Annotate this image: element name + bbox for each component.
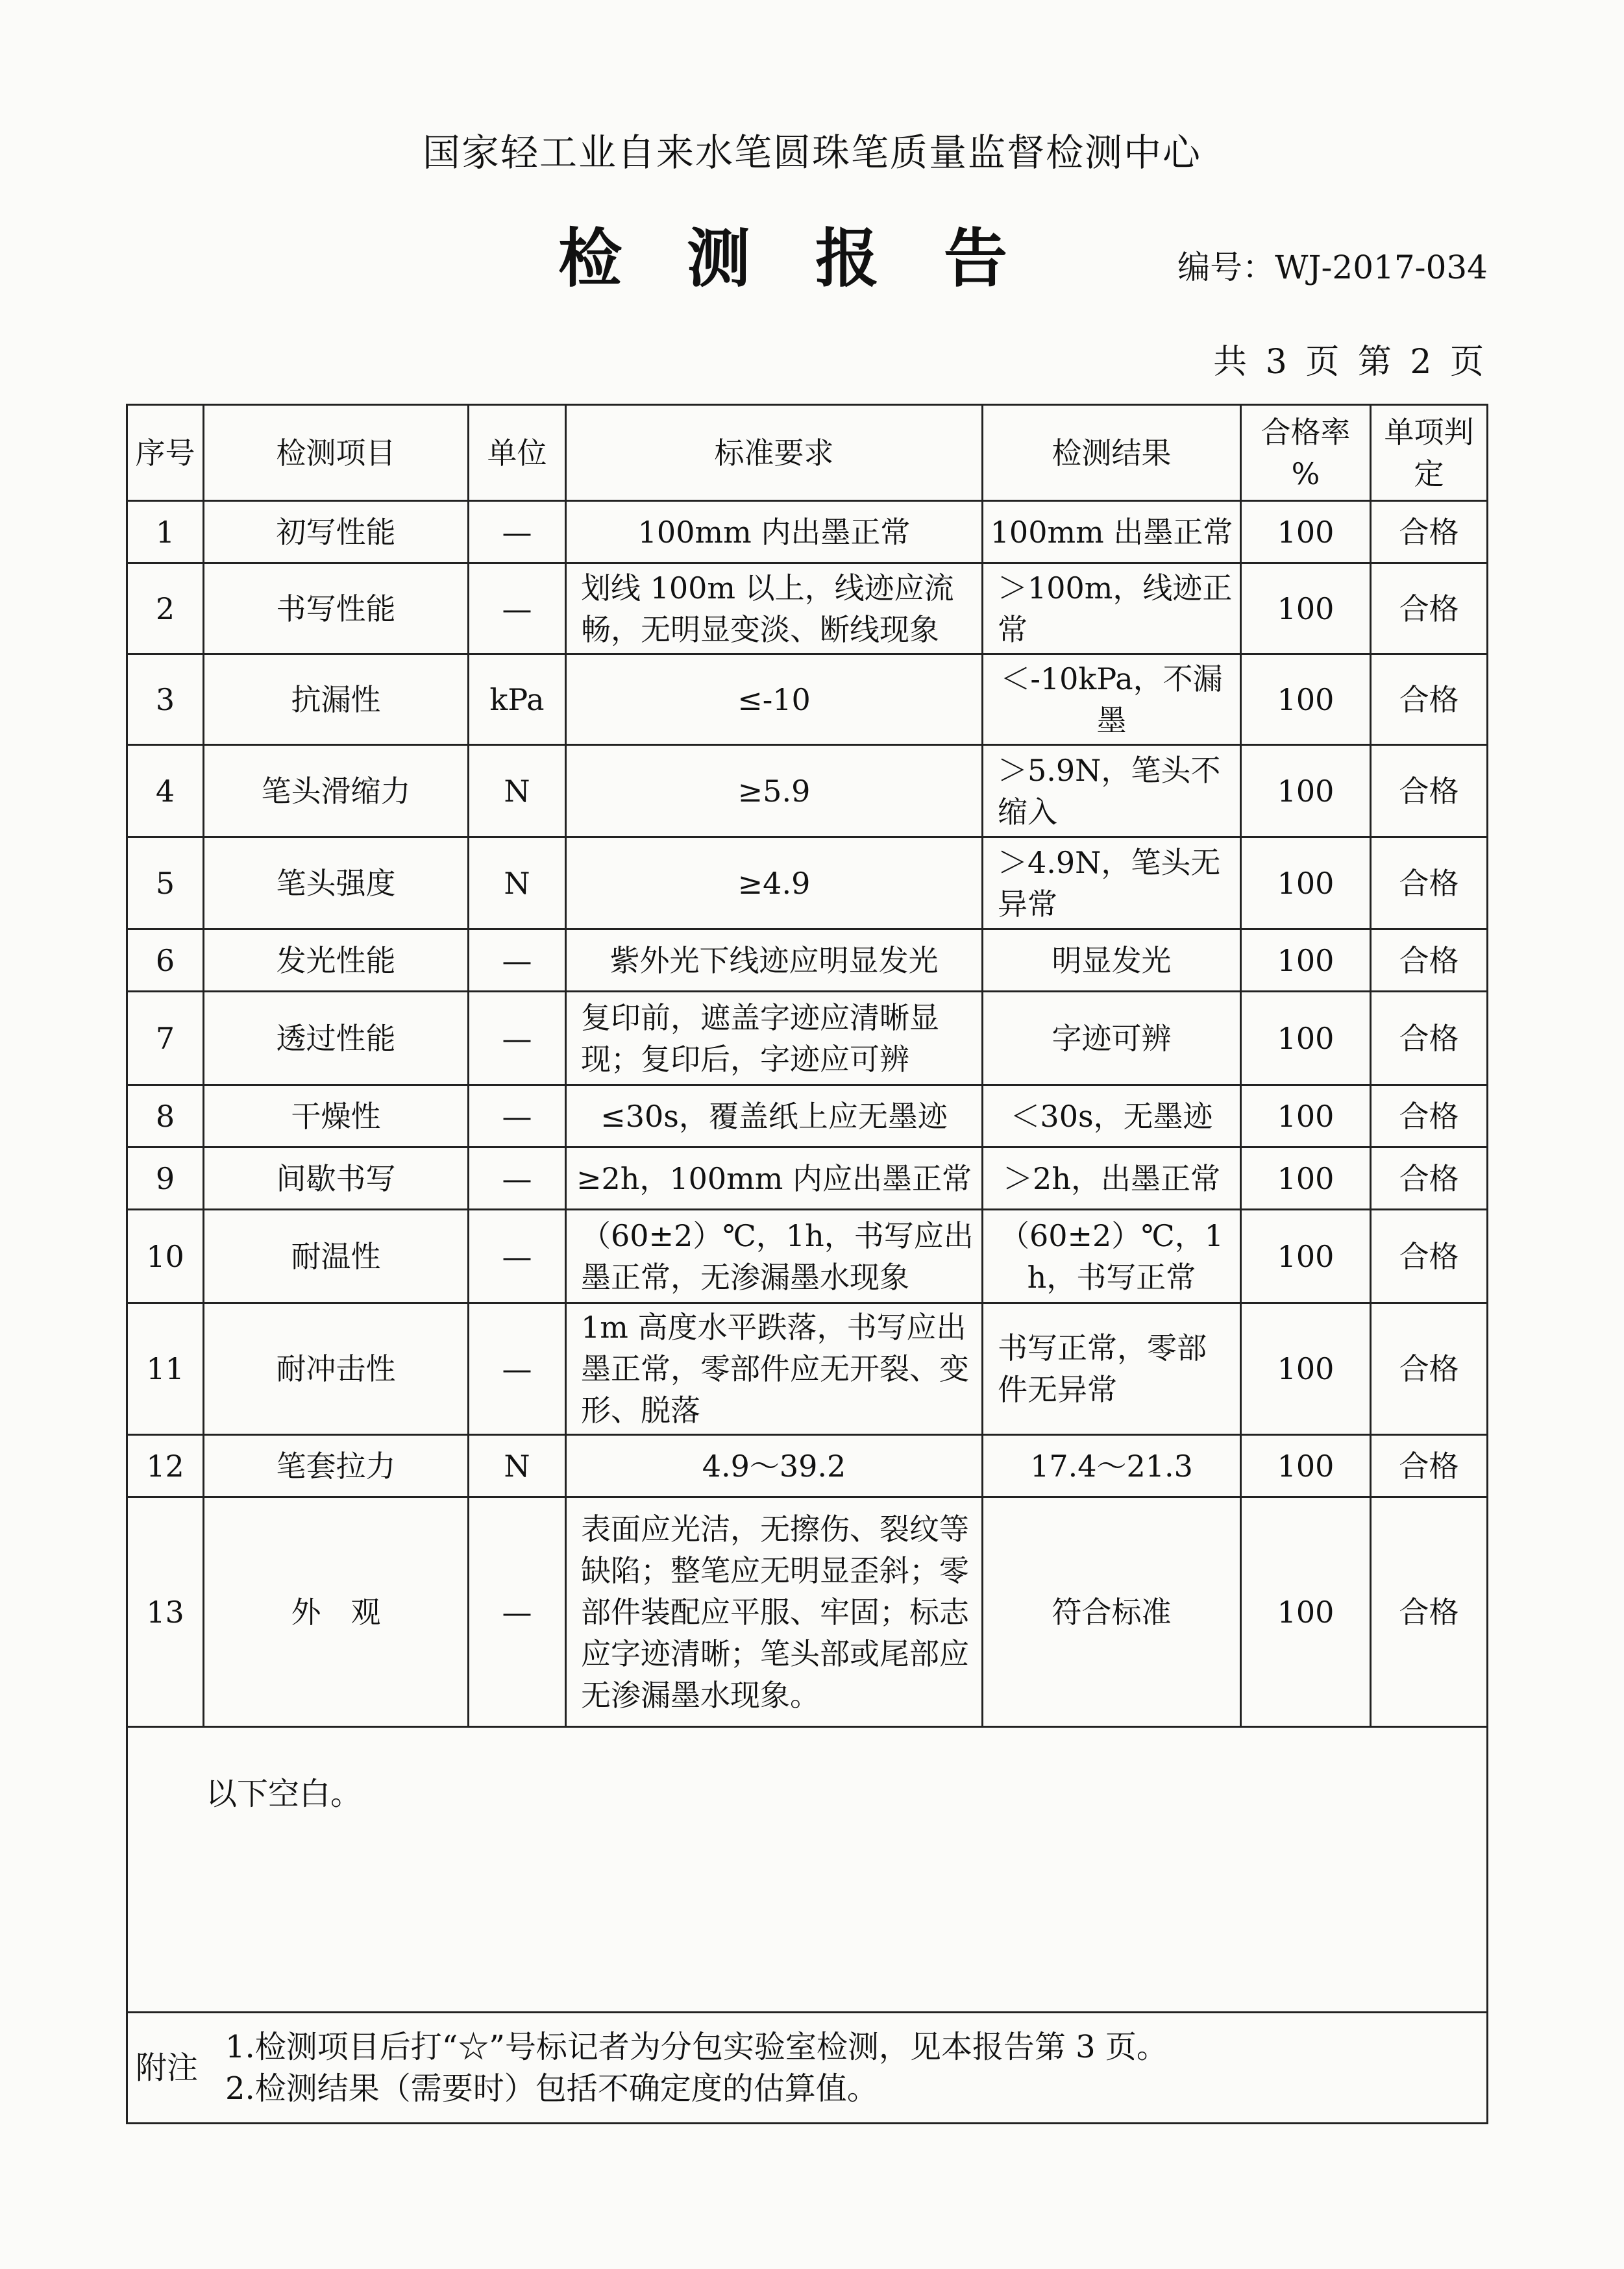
cell-rate: 100 xyxy=(1241,1147,1371,1210)
cell-standard: 100mm 内出墨正常 xyxy=(566,501,983,563)
cell-verdict: 合格 xyxy=(1371,563,1488,654)
col-header-no: 序号 xyxy=(127,405,204,501)
cell-item: 间歇书写 xyxy=(204,1147,469,1210)
table-row xyxy=(127,992,1488,1085)
cell-standard: 划线 100m 以上，线迹应流畅，无明显变淡、断线现象 xyxy=(566,563,983,654)
cell-item: 外 观 xyxy=(204,1497,469,1727)
col-header-item: 检测项目 xyxy=(204,405,469,501)
cell-result: ＞100m，线迹正常 xyxy=(983,563,1241,654)
cell-verdict: 合格 xyxy=(1371,1210,1488,1303)
cell-result: 字迹可辨 xyxy=(983,992,1241,1085)
cell-standard: （60±2）℃，1h，书写应出墨正常，无渗漏墨水现象 xyxy=(566,1210,983,1303)
cell-verdict: 合格 xyxy=(1371,837,1488,929)
cell-verdict: 合格 xyxy=(1371,501,1488,563)
cell-result: ＜30s，无墨迹 xyxy=(983,1085,1241,1147)
cell-result: ＞5.9N，笔头不缩入 xyxy=(983,745,1241,837)
cell-no: 4 xyxy=(127,745,204,837)
cell-standard: ≤30s，覆盖纸上应无墨迹 xyxy=(566,1085,983,1147)
cell-item: 笔套拉力 xyxy=(204,1435,469,1497)
cell-verdict: 合格 xyxy=(1371,1085,1488,1147)
cell-unit: N xyxy=(469,745,566,837)
cell-verdict: 合格 xyxy=(1371,1303,1488,1435)
cell-unit: N xyxy=(469,837,566,929)
cell-unit: — xyxy=(469,1085,566,1147)
notes-label: 附注 xyxy=(135,2050,198,2086)
cell-verdict: 合格 xyxy=(1371,654,1488,745)
cell-verdict: 合格 xyxy=(1371,1497,1488,1727)
cell-no: 6 xyxy=(127,929,204,992)
col-header-standard: 标准要求 xyxy=(566,405,983,501)
cell-result: 17.4～21.3 xyxy=(983,1435,1241,1497)
cell-no: 9 xyxy=(127,1147,204,1210)
cell-rate: 100 xyxy=(1241,1435,1371,1497)
col-header-result: 检测结果 xyxy=(983,405,1241,501)
cell-result: 书写正常，零部件无异常 xyxy=(983,1303,1241,1435)
cell-no: 12 xyxy=(127,1435,204,1497)
report-number: 编号：WJ-2017-034 xyxy=(1177,249,1488,286)
cell-no: 7 xyxy=(127,992,204,1085)
cell-unit: — xyxy=(469,501,566,563)
cell-item: 抗漏性 xyxy=(204,654,469,745)
table-row xyxy=(127,745,1488,837)
cell-rate: 100 xyxy=(1241,992,1371,1085)
table-row xyxy=(127,929,1488,992)
cell-unit: — xyxy=(469,1497,566,1727)
cell-unit: kPa xyxy=(469,654,566,745)
table-row xyxy=(127,1147,1488,1210)
table-header-row xyxy=(127,405,1488,501)
cell-no: 11 xyxy=(127,1303,204,1435)
cell-no: 2 xyxy=(127,563,204,654)
table-row xyxy=(127,501,1488,563)
cell-unit: N xyxy=(469,1435,566,1497)
cell-item: 耐温性 xyxy=(204,1210,469,1303)
blank-area xyxy=(127,1727,1488,2013)
cell-result: 100mm 出墨正常 xyxy=(983,501,1241,563)
notes-section xyxy=(127,2013,1488,2124)
table-row xyxy=(127,654,1488,745)
cell-verdict: 合格 xyxy=(1371,1147,1488,1210)
cell-unit: — xyxy=(469,1147,566,1210)
cell-verdict: 合格 xyxy=(1371,992,1488,1085)
cell-rate: 100 xyxy=(1241,929,1371,992)
cell-standard: ≥4.9 xyxy=(566,837,983,929)
cell-rate: 100 xyxy=(1241,654,1371,745)
cell-result: （60±2）℃，1h，书写正常 xyxy=(983,1210,1241,1303)
table-row xyxy=(127,1303,1488,1435)
cell-item: 书写性能 xyxy=(204,563,469,654)
cell-no: 10 xyxy=(127,1210,204,1303)
col-header-verdict: 单项判定 xyxy=(1371,405,1488,501)
cell-standard: 表面应光洁，无擦伤、裂纹等缺陷；整笔应无明显歪斜；零部件装配应平服、牢固；标志应字迹清晰；笔头部或尾部应无渗漏墨水现象。 xyxy=(566,1497,983,1727)
cell-unit: — xyxy=(469,929,566,992)
cell-no: 13 xyxy=(127,1497,204,1727)
cell-unit: — xyxy=(469,1303,566,1435)
table-row xyxy=(127,1085,1488,1147)
cell-standard: 4.9～39.2 xyxy=(566,1435,983,1497)
cell-item: 笔头滑缩力 xyxy=(204,745,469,837)
cell-unit: — xyxy=(469,992,566,1085)
cell-item: 耐冲击性 xyxy=(204,1303,469,1435)
cell-no: 3 xyxy=(127,654,204,745)
cell-no: 5 xyxy=(127,837,204,929)
note-line: 1.检测项目后打“☆”号标记者为分包实验室检测，见本报告第 3 页。 xyxy=(225,2029,1168,2065)
page-indicator: 共 3 页 第 2 页 xyxy=(1213,343,1488,382)
note-line: 2.检测结果（需要时）包括不确定度的估算值。 xyxy=(225,2070,878,2107)
cell-rate: 100 xyxy=(1241,1303,1371,1435)
cell-result: 明显发光 xyxy=(983,929,1241,992)
cell-standard: 复印前，遮盖字迹应清晰显现；复印后，字迹应可辨 xyxy=(566,992,983,1085)
cell-rate: 100 xyxy=(1241,745,1371,837)
cell-item: 笔头强度 xyxy=(204,837,469,929)
cell-item: 初写性能 xyxy=(204,501,469,563)
cell-item: 透过性能 xyxy=(204,992,469,1085)
cell-item: 干燥性 xyxy=(204,1085,469,1147)
cell-standard: ≥2h，100mm 内应出墨正常 xyxy=(566,1147,983,1210)
cell-standard: 紫外光下线迹应明显发光 xyxy=(566,929,983,992)
cell-item: 发光性能 xyxy=(204,929,469,992)
table-row xyxy=(127,1435,1488,1497)
cell-verdict: 合格 xyxy=(1371,745,1488,837)
cell-verdict: 合格 xyxy=(1371,1435,1488,1497)
table-row xyxy=(127,837,1488,929)
cell-result: ＞4.9N，笔头无异常 xyxy=(983,837,1241,929)
table-row xyxy=(127,563,1488,654)
col-header-rate: 合格率 % xyxy=(1241,405,1371,501)
col-header-unit: 单位 xyxy=(469,405,566,501)
blank-below-note: 以下空白。 xyxy=(206,1776,362,1812)
cell-verdict: 合格 xyxy=(1371,929,1488,992)
cell-standard: ≤-10 xyxy=(566,654,983,745)
cell-standard: 1m 高度水平跌落，书写应出墨正常，零部件应无开裂、变形、脱落 xyxy=(566,1303,983,1435)
cell-rate: 100 xyxy=(1241,563,1371,654)
inspection-table xyxy=(126,404,1488,2124)
cell-rate: 100 xyxy=(1241,837,1371,929)
table-row xyxy=(127,1210,1488,1303)
organization-name: 国家轻工业自来水笔圆珠笔质量监督检测中心 xyxy=(422,130,1201,175)
report-title: 检测报告 xyxy=(558,222,1073,296)
cell-unit: — xyxy=(469,563,566,654)
cell-result: ＞2h，出墨正常 xyxy=(983,1147,1241,1210)
cell-result: 符合标准 xyxy=(983,1497,1241,1727)
cell-rate: 100 xyxy=(1241,501,1371,563)
cell-rate: 100 xyxy=(1241,1210,1371,1303)
cell-no: 8 xyxy=(127,1085,204,1147)
cell-rate: 100 xyxy=(1241,1497,1371,1727)
cell-rate: 100 xyxy=(1241,1085,1371,1147)
table-row xyxy=(127,1497,1488,1727)
cell-standard: ≥5.9 xyxy=(566,745,983,837)
cell-no: 1 xyxy=(127,501,204,563)
cell-result: ＜-10kPa，不漏墨 xyxy=(983,654,1241,745)
cell-unit: — xyxy=(469,1210,566,1303)
